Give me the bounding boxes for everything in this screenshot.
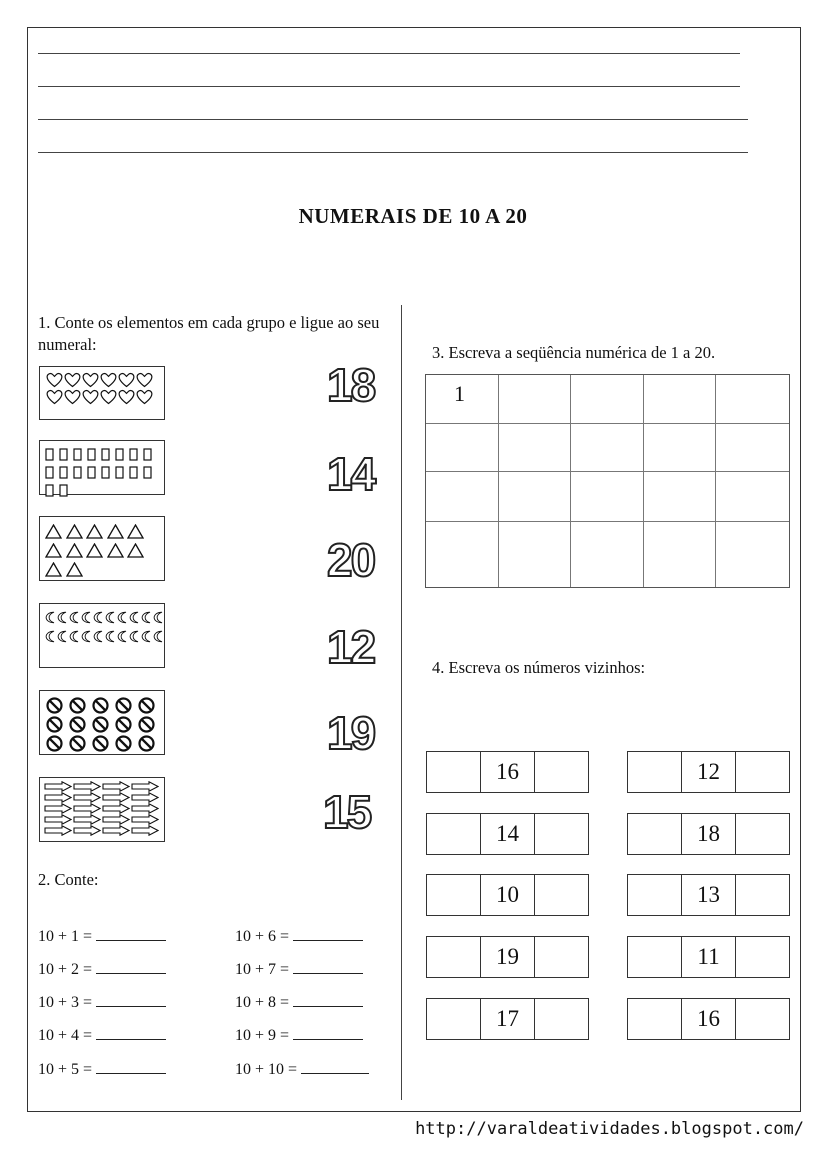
grid-cell[interactable] [571,472,644,522]
numeral-14: 14 [327,448,375,500]
heart-icon [46,388,64,405]
square-icon [59,481,73,499]
grid-cell[interactable] [571,375,644,424]
heart-icon [118,371,136,388]
right-arrow-icon [73,825,102,836]
numeral-12: 12 [327,621,375,673]
sum-expression: 10 + 1 = [38,928,93,945]
grid-cell[interactable] [716,522,789,587]
center-number: 14 [480,814,534,854]
sum-expression: 10 + 9 = [235,1027,290,1044]
answer-blank[interactable] [96,1059,166,1074]
blank-cell[interactable] [628,814,681,854]
prohibited-icons [46,696,164,753]
blank-cell[interactable] [534,752,588,792]
neighbor-boxes [426,874,589,916]
square-icon [87,445,101,463]
prohibited-sign-icon [115,696,138,715]
right-arrow-icon [131,781,160,792]
answer-blank[interactable] [293,926,363,941]
heart-icon [100,388,118,405]
right-arrow-icon [73,814,102,825]
sum-expression: 10 + 4 = [38,1027,93,1044]
sum-expression: 10 + 7 = [235,961,290,978]
sum-row [38,926,166,946]
crescent-moon-icon [69,627,81,646]
triangle-icon [45,522,66,541]
prohibited-sign-icon [46,734,69,753]
triangle-icon [127,541,148,560]
right-arrow-icon [44,803,73,814]
answer-blank[interactable] [96,992,166,1007]
right-arrow-icon [44,814,73,825]
center-number: 18 [681,814,735,854]
right-arrow-icon [102,803,131,814]
numeral-18: 18 [327,359,375,411]
crescent-moon-icon [81,608,93,627]
answer-blank[interactable] [96,959,166,974]
crescent-moon-icon [105,608,117,627]
square-icon [115,445,129,463]
blank-cell[interactable] [534,937,588,977]
crescent-moon-icon [117,627,129,646]
crescent-moon-icon [57,627,69,646]
name-line [38,119,748,120]
grid-cell[interactable] [716,472,789,522]
prohibited-sign-icon [69,696,92,715]
square-icon [101,463,115,481]
grid-cell[interactable] [571,522,644,587]
right-arrow-icon [73,792,102,803]
heart-icon [46,371,64,388]
square-icons [45,445,163,499]
blank-cell[interactable] [427,875,480,915]
center-number: 17 [480,999,534,1039]
prohibited-sign-icon [138,734,161,753]
blank-cell[interactable] [735,999,789,1039]
sum-row [235,1025,363,1045]
prohibited-sign-icon [138,696,161,715]
prohibited-sign-icon [115,715,138,734]
answer-blank[interactable] [293,1025,363,1040]
grid-cell[interactable] [644,472,717,522]
right-arrow-icon [131,792,160,803]
sum-row [235,959,363,979]
heart-icon [64,388,82,405]
grid-cell[interactable] [499,472,572,522]
triangle-icon [86,541,107,560]
sum-expression: 10 + 3 = [38,994,93,1011]
right-arrow-icon [102,781,131,792]
triangle-icons [45,522,163,579]
q1-label: 1. Conte os elementos em cada grupo e ligue ao seu numeral: [38,313,380,354]
answer-blank[interactable] [293,959,363,974]
arrow-group [39,777,165,842]
triangle-icon [127,522,148,541]
square-icon [73,445,87,463]
crescent-moon-icon [141,608,153,627]
numeral-20: 20 [327,534,375,586]
triangle-icon [66,541,87,560]
blank-cell[interactable] [628,752,681,792]
blank-cell[interactable] [628,875,681,915]
q2-label: 2. Conte: [38,870,99,889]
heart-icon [64,371,82,388]
sum-expression: 10 + 5 = [38,1061,93,1078]
center-number: 11 [681,937,735,977]
triangle-icon [66,522,87,541]
sum-row [235,926,363,946]
square-icon [45,481,59,499]
center-number: 16 [681,999,735,1039]
square-icon [143,463,157,481]
crescent-moon-icon [129,608,141,627]
heart-icon [82,388,100,405]
square-icon [143,445,157,463]
right-arrow-icon [102,814,131,825]
grid-cell[interactable] [499,375,572,424]
neighbor-boxes [426,998,589,1040]
crescent-group [39,603,165,668]
footer-url[interactable]: http://varaldeatividades.blogspot.com/ [415,1119,804,1139]
heart-icon [118,388,136,405]
crescent-moon-icon [117,608,129,627]
arrow-icons [44,781,164,836]
answer-blank[interactable] [96,926,166,941]
blank-cell[interactable] [628,999,681,1039]
heart-icons [46,371,164,405]
right-arrow-icon [44,781,73,792]
sum-expression: 10 + 6 = [235,928,290,945]
crescent-moon-icon [105,627,117,646]
blank-cell[interactable] [427,752,480,792]
blank-cell[interactable] [735,752,789,792]
name-line [38,53,740,54]
neighbor-boxes [627,998,790,1040]
right-arrow-icon [102,792,131,803]
grid-cell[interactable] [716,424,789,472]
blank-cell[interactable] [735,937,789,977]
sum-expression: 10 + 2 = [38,961,93,978]
grid-cell[interactable] [644,375,717,424]
grid-cell[interactable] [571,424,644,472]
crescent-icons [45,608,165,646]
crescent-moon-icon [153,608,165,627]
heart-icon [136,388,154,405]
square-icon [45,463,59,481]
right-arrow-icon [44,825,73,836]
center-number: 10 [480,875,534,915]
right-arrow-icon [102,825,131,836]
grid-cell[interactable] [716,375,789,424]
square-group [39,440,165,495]
center-number: 12 [681,752,735,792]
neighbor-boxes [627,751,790,793]
blank-cell[interactable] [735,814,789,854]
square-icon [45,445,59,463]
right-arrow-icon [73,803,102,814]
square-icon [101,445,115,463]
right-arrow-icon [44,792,73,803]
grid-cell[interactable] [499,424,572,472]
blank-cell[interactable] [534,875,588,915]
numeral-15: 15 [323,786,371,838]
crescent-moon-icon [129,627,141,646]
crescent-moon-icon [153,627,165,646]
prohibited-sign-icon [92,696,115,715]
crescent-moon-icon [69,608,81,627]
sum-row [38,1025,166,1045]
neighbor-boxes [627,936,790,978]
sum-row [38,1059,166,1079]
neighbor-boxes [426,813,589,855]
triangle-icon [107,541,128,560]
grid-cell[interactable] [644,522,717,587]
triangle-icon [107,522,128,541]
blank-cell[interactable] [534,814,588,854]
square-icon [59,445,73,463]
right-arrow-icon [131,825,160,836]
sum-expression: 10 + 8 = [235,994,290,1011]
crescent-moon-icon [45,608,57,627]
crescent-moon-icon [45,627,57,646]
square-icon [115,463,129,481]
grid-cell[interactable] [426,424,499,472]
neighbor-boxes [627,874,790,916]
prohibited-group [39,690,165,755]
square-icon [129,445,143,463]
prohibited-sign-icon [69,715,92,734]
q4-label: 4. Escreva os números vizinhos: [432,658,646,677]
center-number: 13 [681,875,735,915]
page-title: NUMERAIS DE 10 A 20 [298,204,528,228]
neighbor-boxes [627,813,790,855]
triangle-icon [66,560,87,579]
crescent-moon-icon [141,627,153,646]
neighbor-boxes [426,936,589,978]
grid-cell: 1 [426,375,499,424]
triangle-icon [45,560,66,579]
right-arrow-icon [131,814,160,825]
blank-cell[interactable] [427,999,480,1039]
q3-label: 3. Escreva a seqüência numérica de 1 a 20. [432,343,716,362]
heart-icon [136,371,154,388]
name-line [38,86,740,87]
sum-row [38,992,166,1012]
name-line [38,152,748,153]
neighbor-boxes [426,751,589,793]
sequence-grid [425,374,790,588]
triangle-group [39,516,165,581]
prohibited-sign-icon [46,696,69,715]
right-arrow-icon [131,803,160,814]
heart-group [39,366,165,420]
crescent-moon-icon [93,627,105,646]
column-divider [401,305,402,1100]
blank-cell[interactable] [427,937,480,977]
center-number: 19 [480,937,534,977]
blank-cell[interactable] [534,999,588,1039]
square-icon [73,463,87,481]
grid-cell[interactable] [499,522,572,587]
heart-icon [82,371,100,388]
prohibited-sign-icon [92,715,115,734]
prohibited-sign-icon [138,715,161,734]
prohibited-sign-icon [115,734,138,753]
blank-cell[interactable] [427,814,480,854]
crescent-moon-icon [93,608,105,627]
right-arrow-icon [73,781,102,792]
heart-icon [100,371,118,388]
triangle-icon [86,522,107,541]
square-icon [59,463,73,481]
prohibited-sign-icon [46,715,69,734]
answer-blank[interactable] [293,992,363,1007]
answer-blank[interactable] [301,1059,369,1074]
sum-row [235,992,363,1012]
answer-blank[interactable] [96,1025,166,1040]
numeral-19: 19 [327,707,375,759]
sum-expression: 10 + 10 = [235,1061,298,1078]
grid-cell[interactable] [426,522,499,587]
sum-row [38,959,166,979]
blank-cell[interactable] [735,875,789,915]
prohibited-sign-icon [92,734,115,753]
square-icon [87,463,101,481]
sum-row [235,1059,369,1079]
grid-cell[interactable] [644,424,717,472]
triangle-icon [45,541,66,560]
grid-cell[interactable] [426,472,499,522]
square-icon [129,463,143,481]
crescent-moon-icon [81,627,93,646]
crescent-moon-icon [57,608,69,627]
prohibited-sign-icon [69,734,92,753]
blank-cell[interactable] [628,937,681,977]
center-number: 16 [480,752,534,792]
